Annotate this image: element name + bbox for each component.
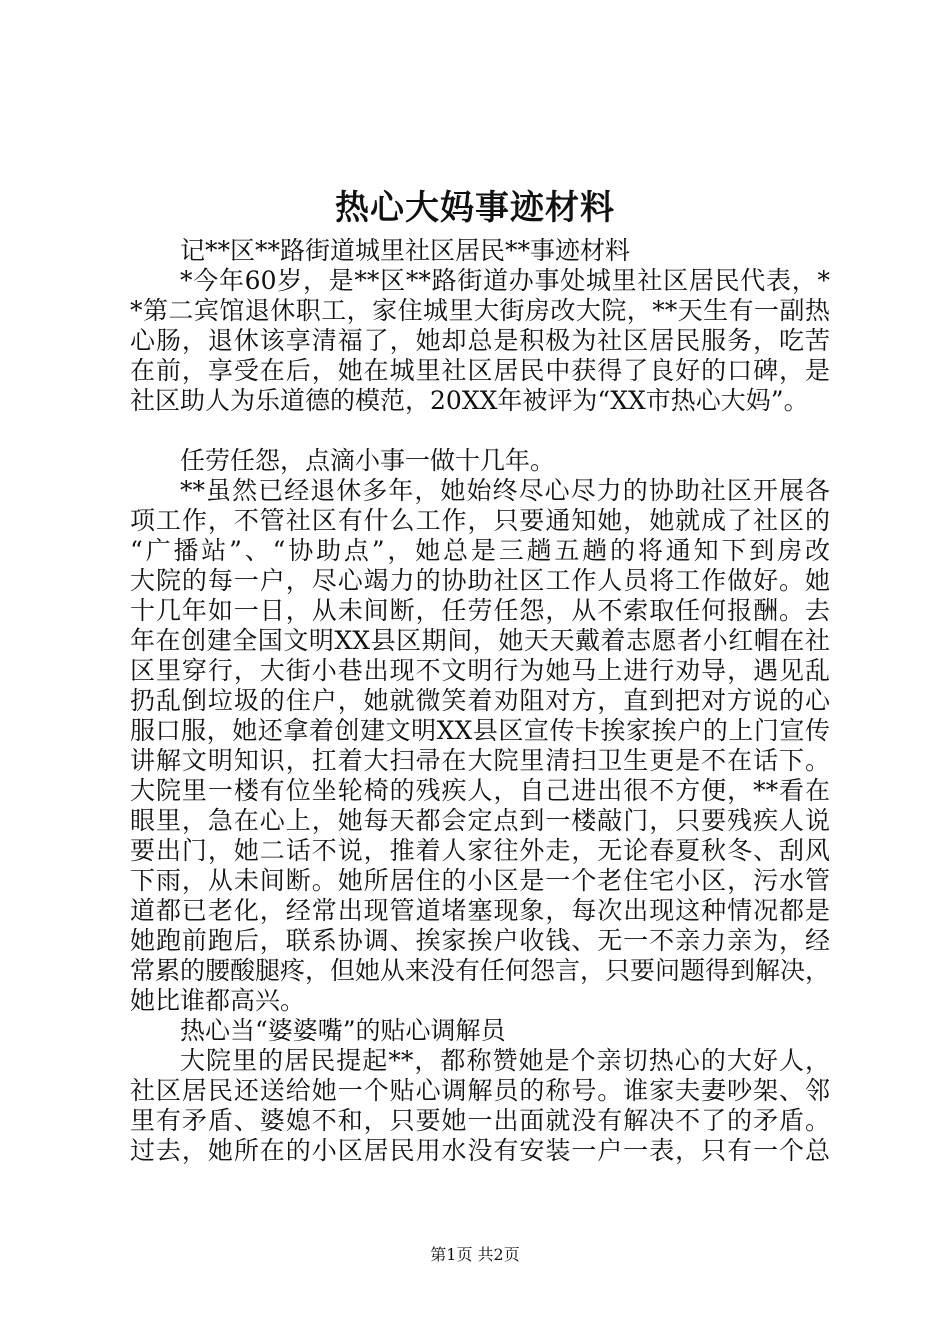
text-line: 大院的每一户，尽心竭力的协助社区工作人员将工作做好。她 xyxy=(130,566,830,595)
text-line: 要出门，她二话不说，推着人家往外走，无论春夏秋冬、刮风 xyxy=(130,836,830,865)
text-line: 心肠，退休该享清福了，她却总是积极为社区居民服务，吃苦 xyxy=(130,326,830,355)
text-line: 记**区**路街道城里社区居民**事迹材料 xyxy=(180,236,631,265)
text-line: *第二宾馆退休职工，家住城里大街房改大院，**天生有一副热 xyxy=(130,296,830,325)
text-line: 过去，她所在的小区居民用水没有安装一户一表，只有一个总 xyxy=(130,1136,830,1165)
page-footer: 第1页 共2页 xyxy=(430,1245,520,1264)
text-line: “广播站”、“协助点”，她总是三趟五趟的将通知下到房改 xyxy=(130,536,830,565)
text-line: 她跑前跑后，联系协调、挨家挨户收钱、无一不亲力亲为，经 xyxy=(130,926,830,955)
text-line: **虽然已经退休多年，她始终尽心尽力的协助社区开展各 xyxy=(180,476,830,505)
text-line: 年在创建全国文明XX县区期间，她天天戴着志愿者小红帽在社 xyxy=(130,626,830,655)
document-title: 热心大妈事迹材料 xyxy=(335,188,615,228)
text-line: *今年60岁，是**区**路街道办事处城里社区居民代表，* xyxy=(180,266,830,295)
text-line: 里有矛盾、婆媳不和，只要她一出面就没有解决不了的矛盾。 xyxy=(130,1106,830,1135)
text-line: 在前，享受在后，她在城里社区居民中获得了良好的口碑，是 xyxy=(130,356,830,385)
text-line: 社区居民还送给她一个贴心调解员的称号。谁家夫妻吵架、邻 xyxy=(130,1076,830,1105)
text-line: 区里穿行，大街小巷出现不文明行为她马上进行劝导，遇见乱 xyxy=(130,656,830,685)
text-line: 任劳任怨，点滴小事一做十几年。 xyxy=(180,446,556,475)
text-line: 大院里的居民提起**，都称赞她是个亲切热心的大好人， xyxy=(180,1046,830,1075)
text-line: 社区助人为乐道德的模范，20XX年被评为“XX市热心大妈”。 xyxy=(130,386,809,415)
text-line: 她比谁都高兴。 xyxy=(130,986,306,1015)
text-line: 服口服，她还拿着创建文明XX县区宣传卡挨家挨户的上门宣传 xyxy=(130,716,830,745)
text-line: 下雨，从未间断。她所居住的小区是一个老住宅小区，污水管 xyxy=(130,866,830,895)
text-line: 道都已老化，经常出现管道堵塞现象，每次出现这种情况都是 xyxy=(130,896,830,925)
document-body xyxy=(130,236,830,1166)
text-line: 十几年如一日，从未间断，任劳任怨，从不索取任何报酬。去 xyxy=(130,596,830,625)
text-line: 项工作，不管社区有什么工作，只要通知她，她就成了社区的 xyxy=(130,506,830,535)
text-line: 大院里一楼有位坐轮椅的残疾人，自己进出很不方便，**看在 xyxy=(130,776,830,805)
blank-line xyxy=(130,416,830,446)
text-line: 讲解文明知识，扛着大扫帚在大院里清扫卫生更是不在话下。 xyxy=(130,746,830,775)
text-line: 扔乱倒垃圾的住户，她就微笑着劝阻对方，直到把对方说的心 xyxy=(130,686,830,715)
text-line: 常累的腰酸腿疼，但她从来没有任何怨言，只要问题得到解决， xyxy=(130,956,830,985)
text-line: 眼里，急在心上，她每天都会定点到一楼敲门，只要残疾人说 xyxy=(130,806,830,835)
text-line: 热心当“婆婆嘴”的贴心调解员 xyxy=(180,1016,506,1045)
